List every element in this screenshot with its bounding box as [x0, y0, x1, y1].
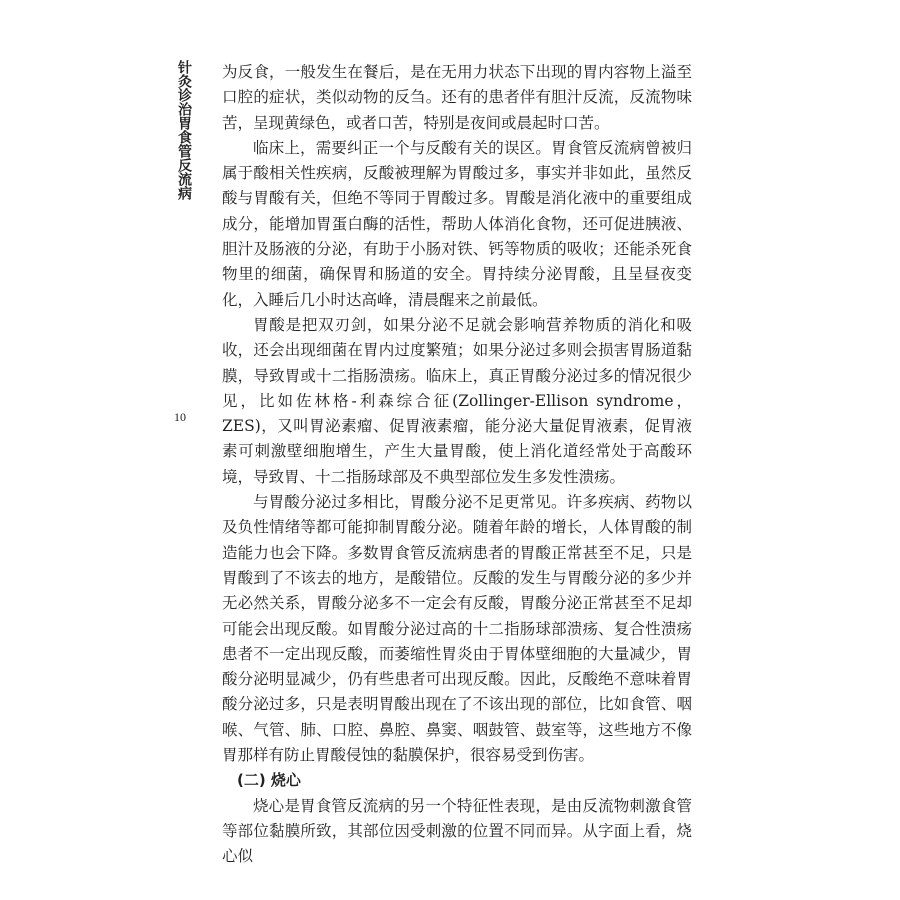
- section-heading: (二) 烧心: [237, 771, 301, 790]
- running-head: 针灸诊治胃食管反流病: [176, 60, 192, 200]
- paragraph: 为反食，一般发生在餐后，是在无用力状态下出现的胃内容物上溢至口腔的症状，类似动物的反刍。还有的患者伴有胆汁反流，反流物味苦，呈现黄绿色，或者口苦，特别是夜间或晨起时口苦。: [222, 63, 692, 132]
- page-number: 10: [174, 410, 186, 424]
- body-text: [222, 60, 692, 870]
- paragraph: 烧心是胃食管反流病的另一个特征性表现，是由反流物刺激食管等部位黏膜所致，其部位因受刺激的位置不同而异。从字面上看，烧心似: [222, 796, 692, 866]
- paragraph: 临床上，需要纠正一个与反酸有关的误区。胃食管反流病曾被归属于酸相关性疾病，反酸被理解为胃酸过多，事实并非如此，虽然反酸与胃酸有关，但绝不等同于胃酸过多。胃酸是消化液中的重要组成成分，能增加胃蛋白酶的活性，帮助人体消化食物，还可促进胰液、胆汁及肠液的分泌，有助于小肠对铁、钙等物质的吸收；还能杀死食物里的细菌，确保胃和肠道的安全。胃持续分泌胃酸，且呈昼夜变化，入睡后几小时达高峰，清晨醒来之前最低。: [222, 138, 692, 309]
- paragraph: 与胃酸分泌过多相比，胃酸分泌不足更常见。许多疾病、药物以及负性情绪等都可能抑制胃酸分泌。随着年龄的增长，人体胃酸的制造能力也会下降。多数胃食管反流病患者的胃酸正常甚至不足，只是胃酸到了不该去的地方，是酸错位。反酸的发生与胃酸分泌的多少并无必然关系，胃酸分泌多不一定会有反酸，胃酸分泌正常甚至不足却可能会出现反酸。如胃酸分泌过高的十二指肠球部溃疡、复合性溃疡患者不一定出现反酸，而萎缩性胃炎由于胃体壁细胞的大量减少，胃酸分泌明显减少，仍有些患者可出现反酸。因此，反酸绝不意味着胃酸分泌过多，只是表明胃酸出现在了不该出现的部位，比如食管、咽喉、气管、肺、口腔、鼻腔、鼻窦、咽鼓管、鼓室等，这些地方不像胃那样有防止胃酸侵蚀的黏膜保护，很容易受到伤害。: [222, 493, 692, 765]
- paragraph: 胃酸是把双刃剑，如果分泌不足就会影响营养物质的消化和吸收，还会出现细菌在胃内过度繁殖；如果分泌过多则会损害胃肠道黏膜，导致胃或十二指肠溃疡。临床上，真正胃酸分泌过多的情况很少见，比如佐林格-利森综合征(Zollinger-Ellison syndrome，ZES)，又叫胃泌素瘤、促胃液素瘤，能分泌大量促胃液素，促胃液素可刺激壁细胞增生，产生大量胃酸，使上消化道经常处于高酸环境，导致胃、十二指肠球部及不典型部位发生多发性溃疡。: [222, 315, 692, 486]
